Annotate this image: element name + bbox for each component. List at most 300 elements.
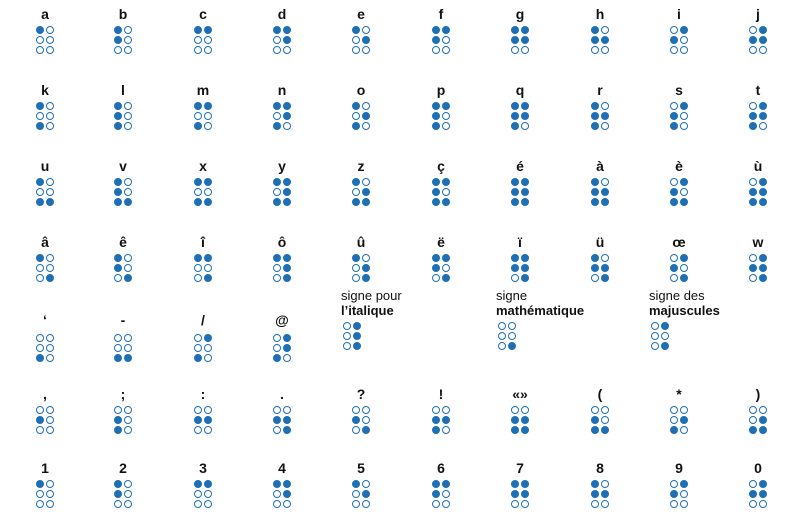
braille-cell-dots bbox=[194, 26, 212, 54]
braille-dot-2-flat bbox=[36, 188, 44, 196]
braille-dot-4-raised bbox=[204, 178, 212, 186]
braille-sign-caption-line1: signe des bbox=[649, 288, 705, 303]
braille-cell-dots bbox=[273, 254, 291, 282]
braille-dot-6-flat bbox=[283, 122, 291, 130]
braille-dot-3-raised bbox=[511, 426, 519, 434]
braille-dot-3-raised bbox=[432, 426, 440, 434]
braille-cell bbox=[421, 6, 461, 70]
braille-dot-1-flat bbox=[749, 406, 757, 414]
braille-dot-5-raised bbox=[362, 264, 370, 272]
braille-dot-2-flat bbox=[352, 112, 360, 120]
braille-dot-3-flat bbox=[591, 274, 599, 282]
braille-dot-3-flat bbox=[36, 46, 44, 54]
braille-cell bbox=[103, 82, 143, 146]
braille-cell-dots bbox=[511, 102, 529, 130]
braille-dot-2-flat bbox=[273, 188, 281, 196]
braille-dot-5-flat bbox=[601, 416, 609, 424]
braille-dot-2-raised bbox=[432, 112, 440, 120]
braille-cell-dots bbox=[352, 178, 370, 206]
braille-dot-2-raised bbox=[432, 490, 440, 498]
braille-dot-4-flat bbox=[46, 254, 54, 262]
braille-dot-6-flat bbox=[601, 500, 609, 508]
braille-dot-3-raised bbox=[273, 198, 281, 206]
braille-cell bbox=[183, 386, 223, 450]
braille-dot-1-raised bbox=[511, 26, 519, 34]
braille-dot-1-raised bbox=[114, 254, 122, 262]
braille-dot-1-raised bbox=[36, 254, 44, 262]
braille-dot-6-flat bbox=[283, 354, 291, 362]
braille-cell-label: ‘ bbox=[43, 312, 47, 328]
braille-cell bbox=[103, 158, 143, 222]
braille-cell-label: f bbox=[438, 6, 444, 22]
braille-dot-3-flat bbox=[670, 274, 678, 282]
braille-cell-dots bbox=[352, 406, 370, 434]
braille-dot-1-raised bbox=[114, 178, 122, 186]
braille-dot-2-raised bbox=[36, 416, 44, 424]
braille-dot-2-flat bbox=[498, 332, 506, 340]
braille-cell-dots bbox=[591, 26, 609, 54]
braille-dot-3-flat bbox=[194, 426, 202, 434]
braille-sign-caption bbox=[649, 288, 720, 318]
braille-dot-6-raised bbox=[442, 198, 450, 206]
braille-dot-5-raised bbox=[601, 36, 609, 44]
braille-cell bbox=[738, 158, 778, 222]
braille-dot-2-flat bbox=[114, 344, 122, 352]
braille-cell bbox=[103, 234, 143, 298]
braille-dot-3-raised bbox=[591, 426, 599, 434]
braille-dot-4-raised bbox=[680, 254, 688, 262]
braille-dot-1-flat bbox=[432, 406, 440, 414]
braille-dot-3-flat bbox=[749, 46, 757, 54]
braille-dot-5-flat bbox=[46, 264, 54, 272]
braille-cell-label: 9 bbox=[675, 460, 683, 476]
braille-dot-3-raised bbox=[36, 122, 44, 130]
braille-dot-5-raised bbox=[601, 490, 609, 498]
braille-dot-5-raised bbox=[283, 416, 291, 424]
braille-dot-4-flat bbox=[362, 480, 370, 488]
braille-dot-4-flat bbox=[46, 334, 54, 342]
braille-cell bbox=[659, 386, 699, 450]
braille-dot-4-flat bbox=[362, 102, 370, 110]
braille-dot-6-flat bbox=[680, 46, 688, 54]
braille-cell-label: , bbox=[43, 386, 47, 402]
braille-dot-4-flat bbox=[124, 26, 132, 34]
braille-dot-2-flat bbox=[36, 264, 44, 272]
braille-dot-6-flat bbox=[442, 500, 450, 508]
braille-cell bbox=[25, 460, 65, 524]
braille-dot-1-raised bbox=[194, 480, 202, 488]
braille-dot-5-raised bbox=[601, 264, 609, 272]
braille-dot-1-raised bbox=[273, 102, 281, 110]
braille-dot-6-raised bbox=[601, 198, 609, 206]
braille-dot-2-flat bbox=[273, 112, 281, 120]
braille-cell bbox=[500, 460, 540, 524]
braille-dot-2-raised bbox=[591, 264, 599, 272]
braille-cell bbox=[262, 312, 302, 370]
braille-dot-5-raised bbox=[601, 188, 609, 196]
braille-dot-3-flat bbox=[591, 46, 599, 54]
braille-dot-2-flat bbox=[194, 112, 202, 120]
braille-dot-5-flat bbox=[124, 36, 132, 44]
braille-dot-4-raised bbox=[283, 480, 291, 488]
braille-dot-1-flat bbox=[749, 480, 757, 488]
braille-sign-caption-line1: signe bbox=[496, 288, 528, 303]
braille-dot-2-flat bbox=[36, 36, 44, 44]
braille-cell-dots bbox=[432, 254, 450, 282]
braille-dot-5-raised bbox=[442, 416, 450, 424]
braille-cell-label: 6 bbox=[437, 460, 445, 476]
braille-dot-5-raised bbox=[601, 112, 609, 120]
braille-dot-4-flat bbox=[759, 406, 767, 414]
braille-dot-6-raised bbox=[353, 342, 361, 350]
braille-cell bbox=[103, 460, 143, 524]
braille-cell-dots bbox=[194, 406, 212, 434]
braille-dot-4-raised bbox=[442, 26, 450, 34]
braille-cell-label: v bbox=[119, 158, 127, 174]
braille-sign-caption bbox=[496, 288, 584, 318]
braille-cell-dots bbox=[749, 178, 767, 206]
braille-dot-4-raised bbox=[680, 102, 688, 110]
braille-dot-4-raised bbox=[283, 254, 291, 262]
braille-sign-note bbox=[496, 288, 636, 368]
braille-sign-note bbox=[341, 288, 481, 368]
braille-cell-dots bbox=[511, 178, 529, 206]
braille-cell-dots bbox=[511, 406, 529, 434]
braille-cell bbox=[183, 312, 223, 370]
braille-dot-2-raised bbox=[511, 36, 519, 44]
braille-cell bbox=[659, 460, 699, 524]
braille-cell bbox=[262, 158, 302, 222]
braille-dot-1-raised bbox=[273, 26, 281, 34]
braille-dot-4-flat bbox=[601, 178, 609, 186]
braille-cell-label: s bbox=[675, 82, 683, 98]
braille-dot-4-flat bbox=[601, 26, 609, 34]
braille-dot-2-raised bbox=[114, 264, 122, 272]
braille-dot-1-flat bbox=[114, 334, 122, 342]
braille-dot-4-flat bbox=[362, 26, 370, 34]
braille-dot-4-flat bbox=[124, 406, 132, 414]
braille-cell-label: ç bbox=[437, 158, 445, 174]
braille-dot-5-flat bbox=[680, 36, 688, 44]
braille-dot-1-flat bbox=[273, 334, 281, 342]
braille-dot-6-flat bbox=[759, 46, 767, 54]
braille-dot-1-raised bbox=[36, 480, 44, 488]
braille-dot-4-raised bbox=[204, 254, 212, 262]
braille-cell bbox=[738, 460, 778, 524]
braille-dot-3-raised bbox=[749, 198, 757, 206]
braille-dot-3-flat bbox=[273, 500, 281, 508]
braille-dot-6-raised bbox=[204, 198, 212, 206]
braille-cell bbox=[262, 6, 302, 70]
braille-dot-1-flat bbox=[670, 26, 678, 34]
braille-dot-4-flat bbox=[46, 480, 54, 488]
braille-dot-3-raised bbox=[670, 122, 678, 130]
braille-cell-label: ! bbox=[438, 386, 444, 402]
braille-dot-1-raised bbox=[273, 178, 281, 186]
braille-dot-2-raised bbox=[511, 112, 519, 120]
braille-dot-4-raised bbox=[680, 178, 688, 186]
braille-dot-2-raised bbox=[432, 264, 440, 272]
braille-cell-label: r bbox=[597, 82, 603, 98]
braille-dot-5-flat bbox=[124, 188, 132, 196]
braille-dot-5-raised bbox=[283, 36, 291, 44]
braille-dot-5-raised bbox=[680, 416, 688, 424]
braille-dot-5-raised bbox=[362, 36, 370, 44]
braille-dot-5-raised bbox=[521, 264, 529, 272]
braille-dot-6-flat bbox=[680, 122, 688, 130]
braille-cell-label: u bbox=[40, 158, 50, 174]
braille-dot-4-flat bbox=[124, 254, 132, 262]
braille-cell bbox=[183, 234, 223, 298]
braille-dot-1-flat bbox=[670, 178, 678, 186]
braille-dot-2-raised bbox=[670, 490, 678, 498]
braille-dot-5-flat bbox=[124, 416, 132, 424]
braille-dot-6-raised bbox=[46, 198, 54, 206]
braille-dot-6-flat bbox=[362, 500, 370, 508]
braille-dot-1-flat bbox=[194, 406, 202, 414]
braille-dot-4-flat bbox=[124, 334, 132, 342]
braille-cell-label: : bbox=[200, 386, 206, 402]
braille-cell-label: n bbox=[277, 82, 287, 98]
braille-cell-label: 5 bbox=[357, 460, 365, 476]
braille-dot-4-raised bbox=[521, 480, 529, 488]
braille-dot-6-flat bbox=[46, 426, 54, 434]
braille-dot-6-raised bbox=[601, 274, 609, 282]
braille-dot-4-raised bbox=[283, 102, 291, 110]
braille-dot-5-flat bbox=[204, 264, 212, 272]
braille-dot-3-flat bbox=[194, 46, 202, 54]
braille-cell-label: g bbox=[515, 6, 525, 22]
braille-dot-3-flat bbox=[273, 46, 281, 54]
braille-cell-label: ë bbox=[437, 234, 445, 250]
braille-dot-5-flat bbox=[362, 416, 370, 424]
braille-sign-note bbox=[649, 288, 789, 368]
braille-dot-4-raised bbox=[680, 26, 688, 34]
braille-dot-2-raised bbox=[749, 490, 757, 498]
braille-cell-dots bbox=[114, 254, 132, 282]
braille-cell-label: x bbox=[199, 158, 207, 174]
braille-cell-label: y bbox=[278, 158, 286, 174]
braille-dot-2-flat bbox=[352, 36, 360, 44]
braille-dot-1-raised bbox=[432, 26, 440, 34]
braille-dot-3-flat bbox=[352, 274, 360, 282]
braille-dot-4-raised bbox=[759, 480, 767, 488]
braille-dot-4-raised bbox=[759, 178, 767, 186]
braille-cell-label: ( bbox=[597, 386, 603, 402]
braille-dot-2-flat bbox=[670, 416, 678, 424]
braille-cell bbox=[103, 312, 143, 370]
braille-cell-label: w bbox=[752, 234, 764, 250]
braille-dot-6-raised bbox=[283, 274, 291, 282]
braille-dot-6-raised bbox=[759, 426, 767, 434]
braille-cell-dots bbox=[273, 178, 291, 206]
braille-dot-4-flat bbox=[362, 406, 370, 414]
braille-dot-1-raised bbox=[352, 26, 360, 34]
braille-cell-label: l bbox=[121, 82, 125, 98]
braille-dot-2-flat bbox=[194, 36, 202, 44]
braille-dot-1-flat bbox=[749, 26, 757, 34]
braille-dot-2-raised bbox=[591, 490, 599, 498]
braille-cell-dots bbox=[194, 254, 212, 282]
braille-dot-1-flat bbox=[670, 406, 678, 414]
braille-dot-4-flat bbox=[601, 406, 609, 414]
braille-dot-2-flat bbox=[273, 264, 281, 272]
braille-cell-label: ü bbox=[595, 234, 605, 250]
braille-dot-1-raised bbox=[194, 254, 202, 262]
braille-cell-dots bbox=[749, 254, 767, 282]
braille-dot-3-raised bbox=[114, 122, 122, 130]
braille-dot-6-flat bbox=[759, 122, 767, 130]
braille-cell-label: œ bbox=[672, 234, 686, 250]
braille-dot-6-raised bbox=[680, 198, 688, 206]
braille-dot-3-flat bbox=[498, 342, 506, 350]
braille-dot-2-raised bbox=[511, 264, 519, 272]
braille-cell bbox=[25, 6, 65, 70]
braille-dot-5-raised bbox=[521, 36, 529, 44]
braille-cell-dots bbox=[114, 480, 132, 508]
braille-dot-3-raised bbox=[432, 122, 440, 130]
braille-cell bbox=[25, 158, 65, 222]
braille-dot-5-flat bbox=[204, 344, 212, 352]
braille-dot-1-raised bbox=[273, 254, 281, 262]
braille-cell-label: . bbox=[280, 386, 284, 402]
braille-cell-label: ï bbox=[518, 234, 522, 250]
braille-dot-5-flat bbox=[442, 264, 450, 272]
braille-dot-6-flat bbox=[680, 500, 688, 508]
braille-dot-3-raised bbox=[194, 122, 202, 130]
braille-dot-5-raised bbox=[521, 188, 529, 196]
braille-dot-5-raised bbox=[283, 264, 291, 272]
braille-dot-1-raised bbox=[36, 26, 44, 34]
braille-cell-dots bbox=[273, 406, 291, 434]
braille-dot-6-raised bbox=[362, 198, 370, 206]
braille-dot-6-raised bbox=[759, 198, 767, 206]
braille-dot-1-flat bbox=[194, 334, 202, 342]
braille-dot-5-flat bbox=[442, 188, 450, 196]
braille-dot-1-flat bbox=[749, 102, 757, 110]
braille-cell bbox=[738, 82, 778, 146]
braille-dot-3-raised bbox=[591, 122, 599, 130]
braille-dot-6-raised bbox=[508, 342, 516, 350]
braille-dot-6-raised bbox=[759, 274, 767, 282]
braille-dot-2-raised bbox=[511, 188, 519, 196]
braille-cell-dots bbox=[591, 102, 609, 130]
braille-dot-2-raised bbox=[591, 188, 599, 196]
braille-dot-3-flat bbox=[36, 426, 44, 434]
braille-dot-3-raised bbox=[273, 354, 281, 362]
braille-dot-3-flat bbox=[194, 500, 202, 508]
braille-cell-label: ô bbox=[277, 234, 287, 250]
braille-dot-4-raised bbox=[759, 254, 767, 262]
braille-dot-2-flat bbox=[343, 332, 351, 340]
braille-cell-dots bbox=[36, 26, 54, 54]
braille-cell-dots bbox=[670, 480, 688, 508]
braille-dot-1-raised bbox=[591, 26, 599, 34]
braille-cell-dots bbox=[273, 102, 291, 130]
braille-dot-4-flat bbox=[124, 102, 132, 110]
braille-dot-2-flat bbox=[36, 490, 44, 498]
braille-dot-2-flat bbox=[352, 490, 360, 498]
braille-cell-dots bbox=[591, 254, 609, 282]
braille-dot-6-flat bbox=[204, 500, 212, 508]
braille-dot-4-raised bbox=[204, 102, 212, 110]
braille-cell-dots bbox=[194, 480, 212, 508]
braille-dot-2-raised bbox=[114, 36, 122, 44]
braille-dot-2-flat bbox=[651, 332, 659, 340]
braille-dot-3-raised bbox=[749, 426, 757, 434]
braille-dot-1-raised bbox=[432, 254, 440, 262]
braille-dot-1-flat bbox=[749, 254, 757, 262]
braille-dot-3-raised bbox=[194, 354, 202, 362]
braille-cell bbox=[738, 6, 778, 70]
braille-dot-1-raised bbox=[194, 102, 202, 110]
braille-dot-6-flat bbox=[601, 122, 609, 130]
braille-cell-dots bbox=[749, 406, 767, 434]
braille-dot-2-raised bbox=[670, 264, 678, 272]
braille-dot-5-flat bbox=[124, 264, 132, 272]
braille-cell-dots bbox=[432, 178, 450, 206]
braille-dot-2-raised bbox=[114, 188, 122, 196]
braille-dot-4-flat bbox=[601, 102, 609, 110]
braille-cell-dots bbox=[343, 322, 361, 350]
braille-dot-6-raised bbox=[46, 274, 54, 282]
braille-dot-6-raised bbox=[362, 426, 370, 434]
braille-cell bbox=[500, 6, 540, 70]
braille-dot-6-flat bbox=[46, 122, 54, 130]
braille-dot-6-flat bbox=[204, 46, 212, 54]
braille-dot-2-raised bbox=[352, 416, 360, 424]
braille-dot-4-raised bbox=[759, 102, 767, 110]
braille-dot-3-flat bbox=[36, 500, 44, 508]
braille-dot-3-flat bbox=[352, 500, 360, 508]
braille-dot-5-flat bbox=[680, 264, 688, 272]
braille-dot-2-raised bbox=[114, 112, 122, 120]
braille-cell-dots bbox=[432, 26, 450, 54]
braille-dot-6-raised bbox=[124, 198, 132, 206]
braille-dot-4-flat bbox=[46, 406, 54, 414]
braille-dot-3-flat bbox=[749, 500, 757, 508]
braille-dot-5-raised bbox=[283, 490, 291, 498]
braille-cell bbox=[659, 82, 699, 146]
braille-dot-1-raised bbox=[352, 178, 360, 186]
braille-dot-1-flat bbox=[352, 406, 360, 414]
braille-cell-dots bbox=[651, 322, 669, 350]
braille-dot-3-raised bbox=[670, 426, 678, 434]
braille-dot-5-raised bbox=[283, 344, 291, 352]
braille-dot-4-raised bbox=[204, 334, 212, 342]
braille-dot-6-flat bbox=[283, 46, 291, 54]
braille-dot-1-flat bbox=[511, 406, 519, 414]
braille-cell-dots bbox=[114, 102, 132, 130]
braille-dot-6-flat bbox=[601, 46, 609, 54]
braille-cell-label: q bbox=[515, 82, 525, 98]
braille-cell-dots bbox=[194, 178, 212, 206]
braille-cell-dots bbox=[432, 480, 450, 508]
braille-dot-2-flat bbox=[194, 188, 202, 196]
braille-cell-label: ) bbox=[755, 386, 761, 402]
braille-sign-caption-line1: signe pour bbox=[341, 288, 402, 303]
braille-dot-4-flat bbox=[680, 406, 688, 414]
braille-dot-6-flat bbox=[204, 426, 212, 434]
braille-cell-label: b bbox=[118, 6, 128, 22]
braille-dot-3-flat bbox=[114, 500, 122, 508]
braille-cell-label: m bbox=[196, 82, 210, 98]
braille-dot-5-flat bbox=[680, 188, 688, 196]
braille-dot-1-raised bbox=[511, 254, 519, 262]
braille-dot-3-raised bbox=[114, 198, 122, 206]
braille-dot-5-raised bbox=[521, 490, 529, 498]
braille-dot-4-flat bbox=[46, 102, 54, 110]
